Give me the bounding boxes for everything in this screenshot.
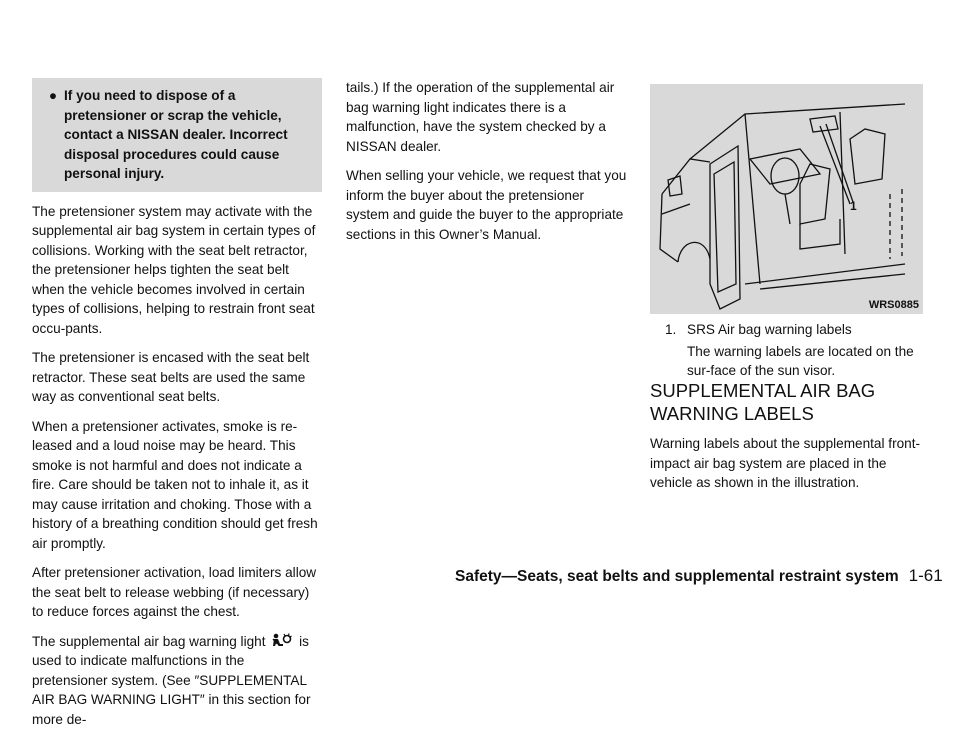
heading-line: SUPPLEMENTAL AIR BAG xyxy=(650,380,876,401)
paragraph: After pretensioner activation, load limiters allow the seat belt to release webbing (if necessary) to reduce forces against the chest. xyxy=(32,565,317,619)
paragraph: The pretensioner system may activate with the supplemental air bag system in certain types of collisions. Working with the seat belt retractor, the pretensioner helps tighten the seat belt when the vehicle becomes involved in certain types of collisions, helping to restrain front seat occu-pants. xyxy=(32,203,316,336)
airbag-warning-icon xyxy=(269,633,295,649)
page-number: 1-61 xyxy=(908,566,943,585)
footer-section-title: Safety—Seats, seat belts and supplemental restraint system xyxy=(455,568,899,585)
column-left xyxy=(32,78,322,739)
paragraph-warning-light xyxy=(32,632,322,730)
heading-line: WARNING LABELS xyxy=(650,403,814,424)
paragraph: When a pretensioner activates, smoke is re-leased and a loud noise may be heard. This smoke is not harmful and does not indicate a fire. Care should be taken not to inhale it, as it may cause irritation and choking. Those with a history of a breathing condition should get fresh air promptly. xyxy=(32,418,318,551)
page-footer xyxy=(455,566,943,586)
paragraph: The pretensioner is encased with the seat belt retractor. These seat belts are used the same way as conventional seat belts. xyxy=(32,350,310,404)
callout-label: 1 xyxy=(850,199,857,213)
paragraph-text: is used to indicate malfunctions in the pretensioner system. (See ″SUPPLEMENTAL AIR BAG WARNING LIGHT″ in this section for more de- xyxy=(32,633,311,727)
paragraph: tails.) If the operation of the supplemental air bag warning light indicates there is a malfunction, have the system checked by a NISSAN dealer. xyxy=(346,80,615,154)
section-text: Warning labels about the supplemental front-impact air bag system are placed in the vehicle as shown in the illustration. xyxy=(650,436,921,490)
vehicle-illustration xyxy=(650,84,923,314)
figure-caption xyxy=(665,320,925,381)
paragraph-text: The supplemental air bag warning light xyxy=(32,633,266,649)
column-middle xyxy=(346,78,629,254)
bullet-icon: ● xyxy=(48,88,58,103)
warning-box xyxy=(32,78,322,192)
section-heading xyxy=(650,379,925,425)
figure-code: WRS0885 xyxy=(868,299,919,311)
caption-number: 1. xyxy=(665,322,677,337)
caption-description: The warning labels are located on the sur-face of the sun visor. xyxy=(687,343,914,378)
warning-text: If you need to dispose of a pretensioner or scrap the vehicle, contact a NISSAN dealer. Incorrect disposal procedures could cause personal injury. xyxy=(64,88,288,181)
vehicle-interior-drawing xyxy=(650,84,923,314)
paragraph: When selling your vehicle, we request that you inform the buyer about the pretensioner system and guide the buyer to the appropriate sections in this Owner’s Manual. xyxy=(346,168,627,242)
caption-title: SRS Air bag warning labels xyxy=(687,322,852,337)
